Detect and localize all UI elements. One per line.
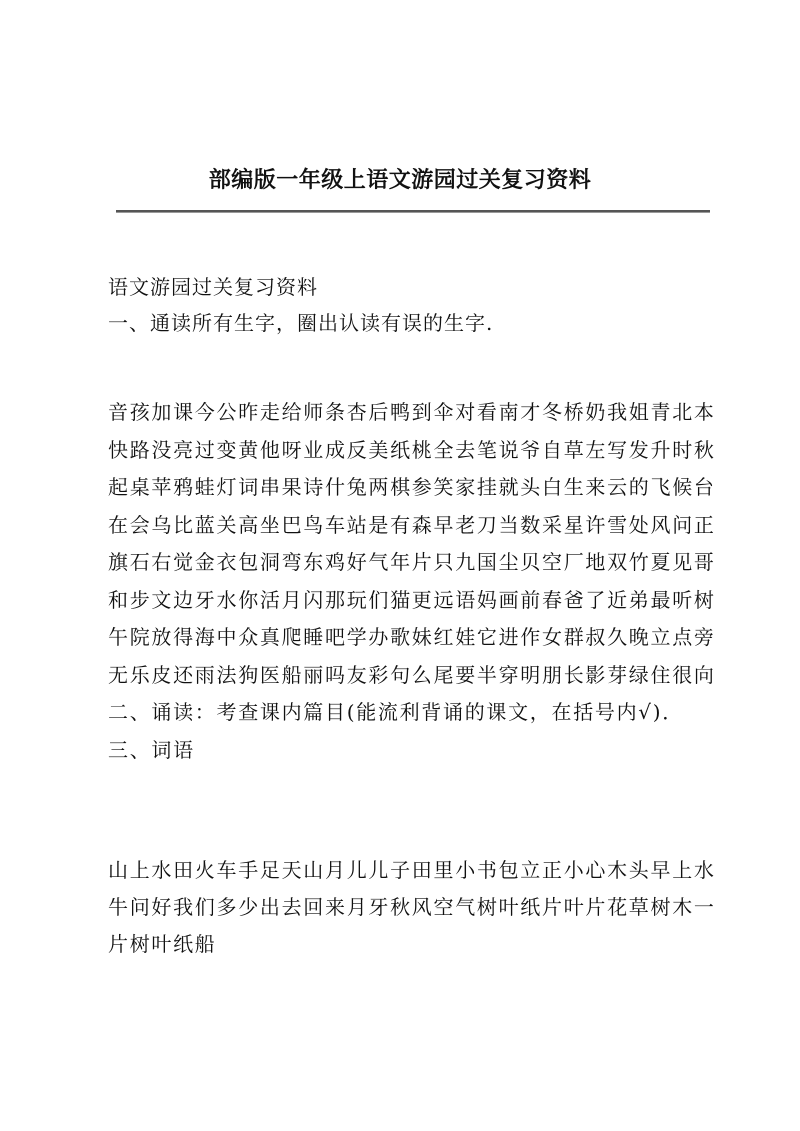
character-row: 无乐皮还雨法狗医船丽吗友彩句么尾要半穿明朋长影芽绿住很向 <box>108 662 716 687</box>
section-3-heading: 三、词语 <box>108 737 195 762</box>
words-row: 山上水田火车手足天山月儿儿子田里小书包立正小心木头早上水 <box>108 858 716 882</box>
section-2-heading: 二、诵读：考查课内篇目(能流利背诵的课文，在括号内√)． <box>108 700 684 724</box>
words-block <box>108 852 716 963</box>
subtitle: 语文游园过关复习资料 <box>108 275 318 299</box>
intro-block <box>108 269 708 341</box>
character-row: 和步文边牙水你活月闪那玩们猫更远语妈画前春爸了近弟最听树 <box>108 587 716 612</box>
characters-block <box>108 394 716 769</box>
character-row: 快路没亮过变黄他呀业成反美纸桃全去笔说爷自草左写发升时秋 <box>108 437 716 462</box>
document-title: 部编版一年级上语文游园过关复习资料 <box>208 167 592 193</box>
character-row: 音孩加课今公昨走给师条杏后鸭到伞对看南才冬桥奶我姐青北本 <box>108 400 716 424</box>
words-row: 片树叶纸船 <box>108 932 217 956</box>
section-1-heading: 一、通读所有生字，圈出认读有误的生字. <box>108 311 494 335</box>
character-row: 起桌苹鸦蛙灯词串果诗什兔两棋参笑家挂就头白生来云的飞候台 <box>108 475 716 499</box>
character-row: 午院放得海中众真爬睡吧学办歌妹红娃它进作女群叔久晚立点旁 <box>108 625 716 649</box>
words-row: 牛问好我们多少出去回来月牙秋风空气树叶纸片叶片花草树木一 <box>108 895 716 919</box>
character-row: 旗石右觉金衣包洞弯东鸡好气年片只九国尘贝空厂地双竹夏见哥 <box>108 550 716 574</box>
character-row: 在会乌比蓝关高坐巴鸟车站是有森早老刀当数采星许雪处风问正 <box>108 512 716 537</box>
title-underline <box>116 210 710 213</box>
